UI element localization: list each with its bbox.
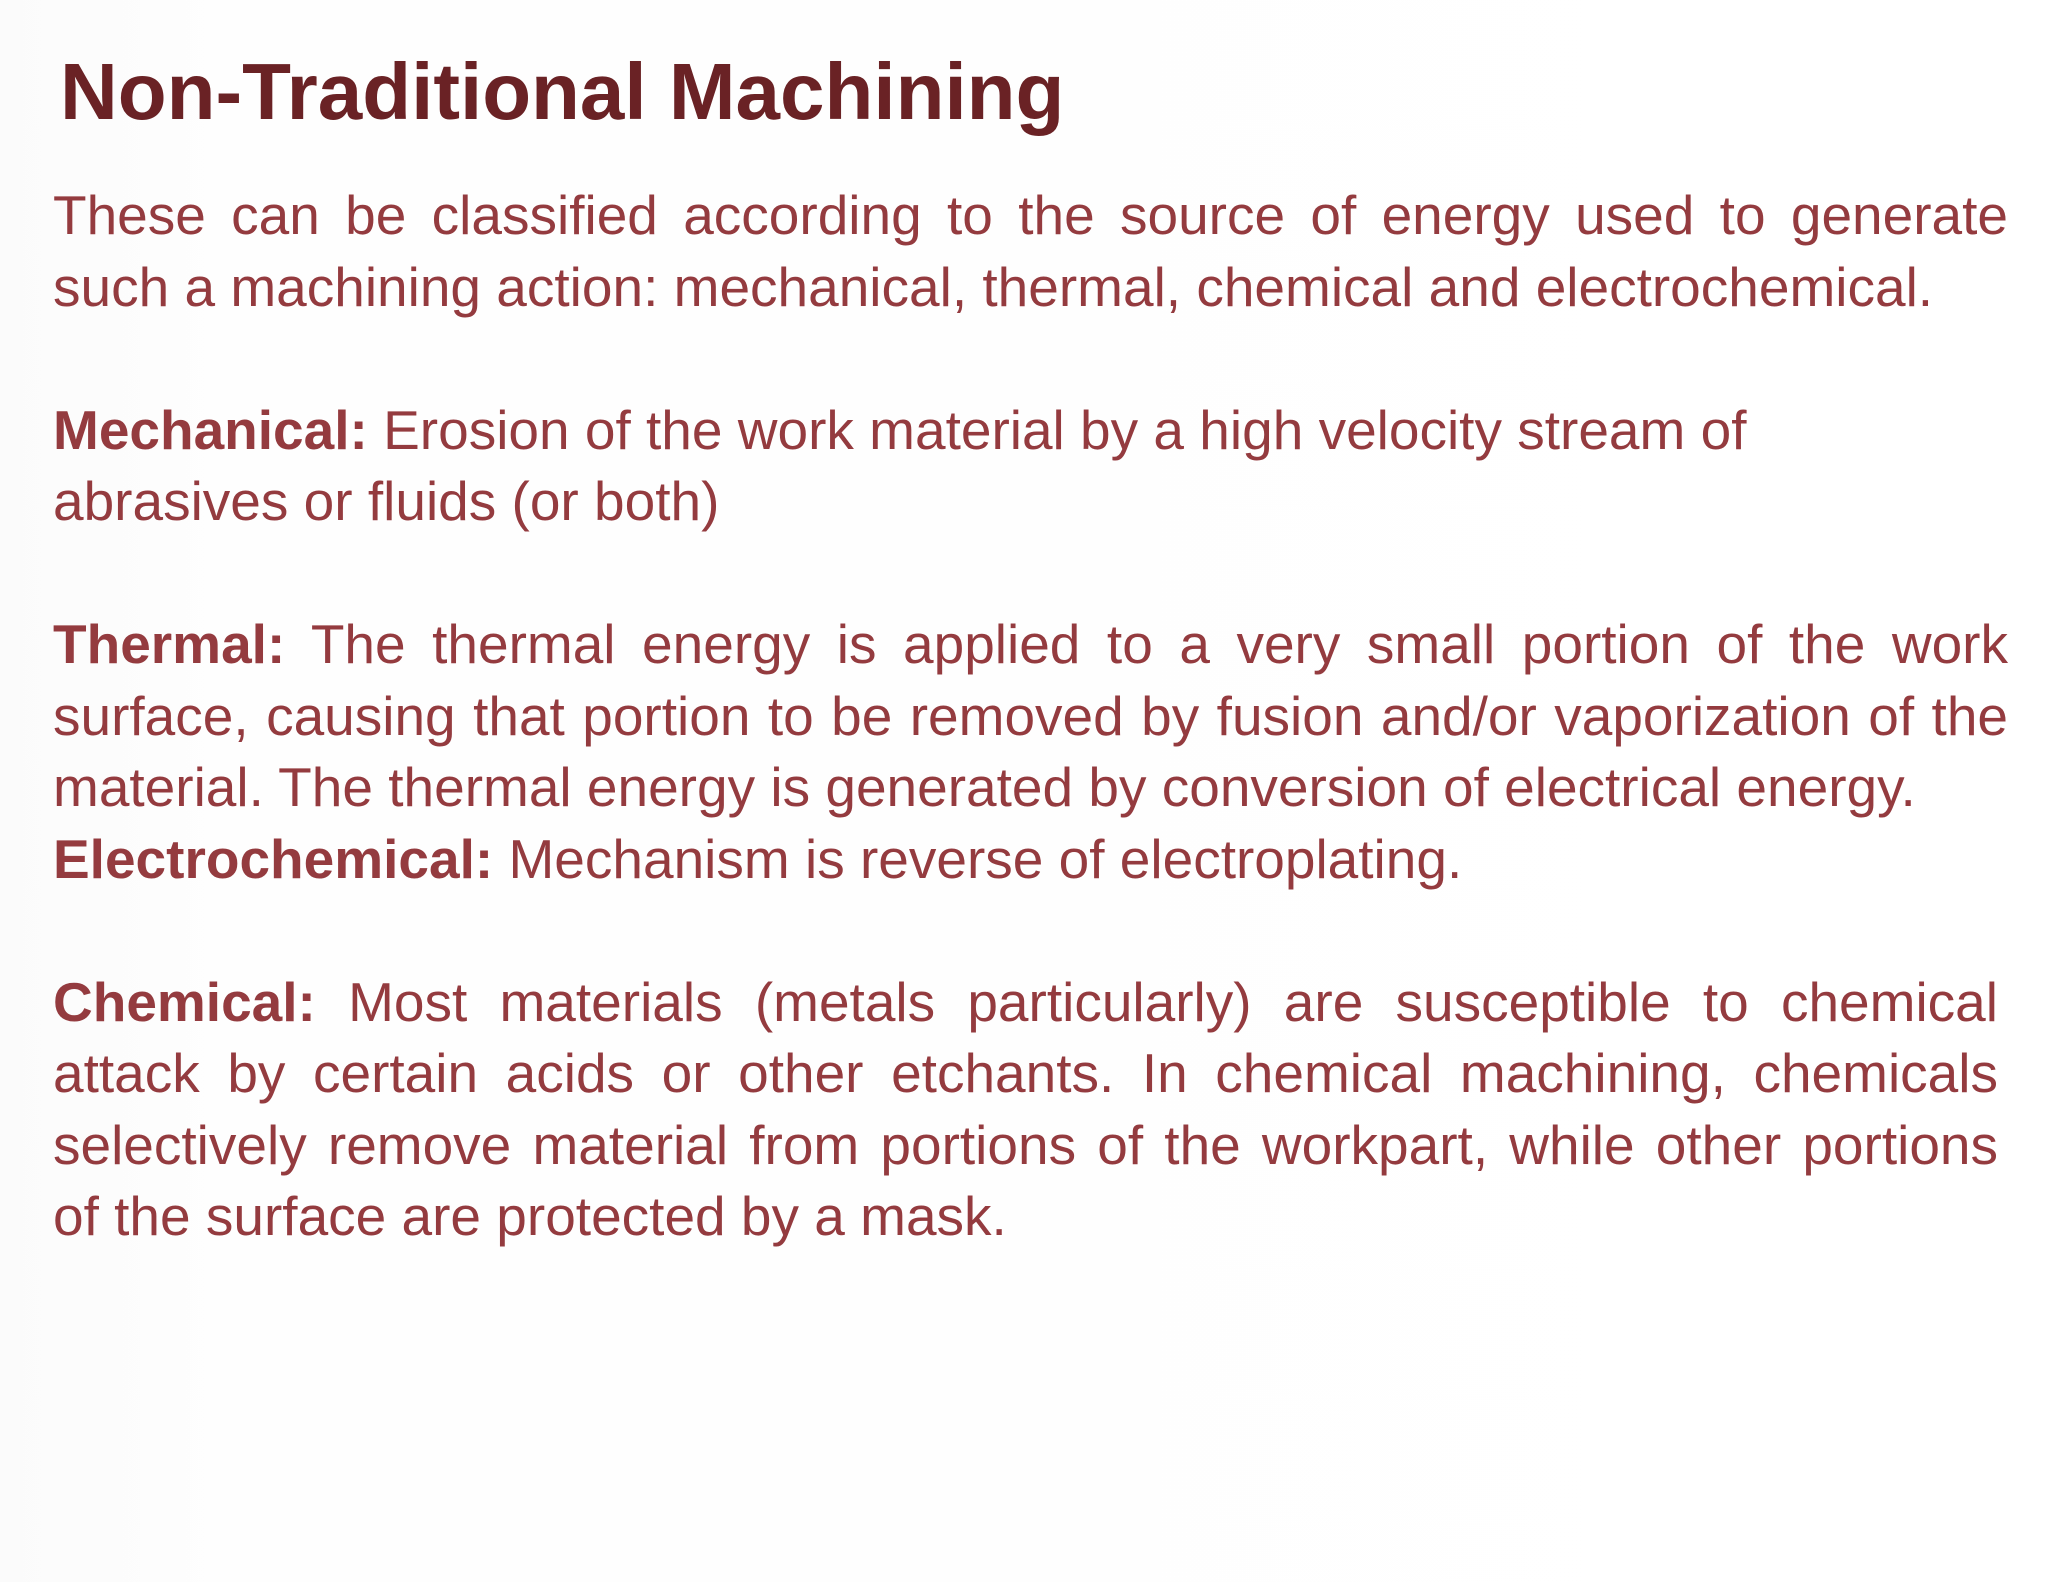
chemical-label: Chemical:: [53, 970, 316, 1033]
thermal-paragraph: [53, 609, 2008, 824]
thermal-label: Thermal:: [53, 613, 286, 675]
thermal-text: The thermal energy is applied to a very small portion of the work surface, causing that portion to be removed by fusion and/or vaporization of the material. The thermal energy is generated by conversion of electrical energy.: [53, 613, 2008, 818]
slide-body: [53, 180, 2008, 1253]
slide-title: Non-Traditional Machining: [60, 47, 1065, 136]
intro-paragraph: These can be classified according to the source of energy used to generate such a machining action: mechanical, thermal, chemical and electrochemical.: [53, 184, 2008, 318]
chemical-text: Most materials (metals particularly) are susceptible to chemical attack by certain acids or other etchants. In chemical machining, chemicals selectively remove material from portions of the workpart, while other portions of the surface are protected by a mask.: [53, 970, 1998, 1247]
electrochemical-paragraph: [53, 824, 2008, 896]
chemical-paragraph: [53, 967, 1998, 1253]
spacer: [53, 538, 2008, 610]
electrochemical-text: Mechanism is reverse of electroplating.: [493, 827, 1463, 890]
mechanical-label: Mechanical:: [53, 398, 368, 461]
mechanical-text: Erosion of the work material by a high velocity stream of abrasives or fluids (or both): [53, 398, 1747, 532]
electrochemical-label: Electrochemical:: [53, 827, 494, 890]
mechanical-paragraph: [53, 395, 1883, 538]
spacer: [53, 323, 2008, 395]
spacer: [53, 895, 2008, 967]
